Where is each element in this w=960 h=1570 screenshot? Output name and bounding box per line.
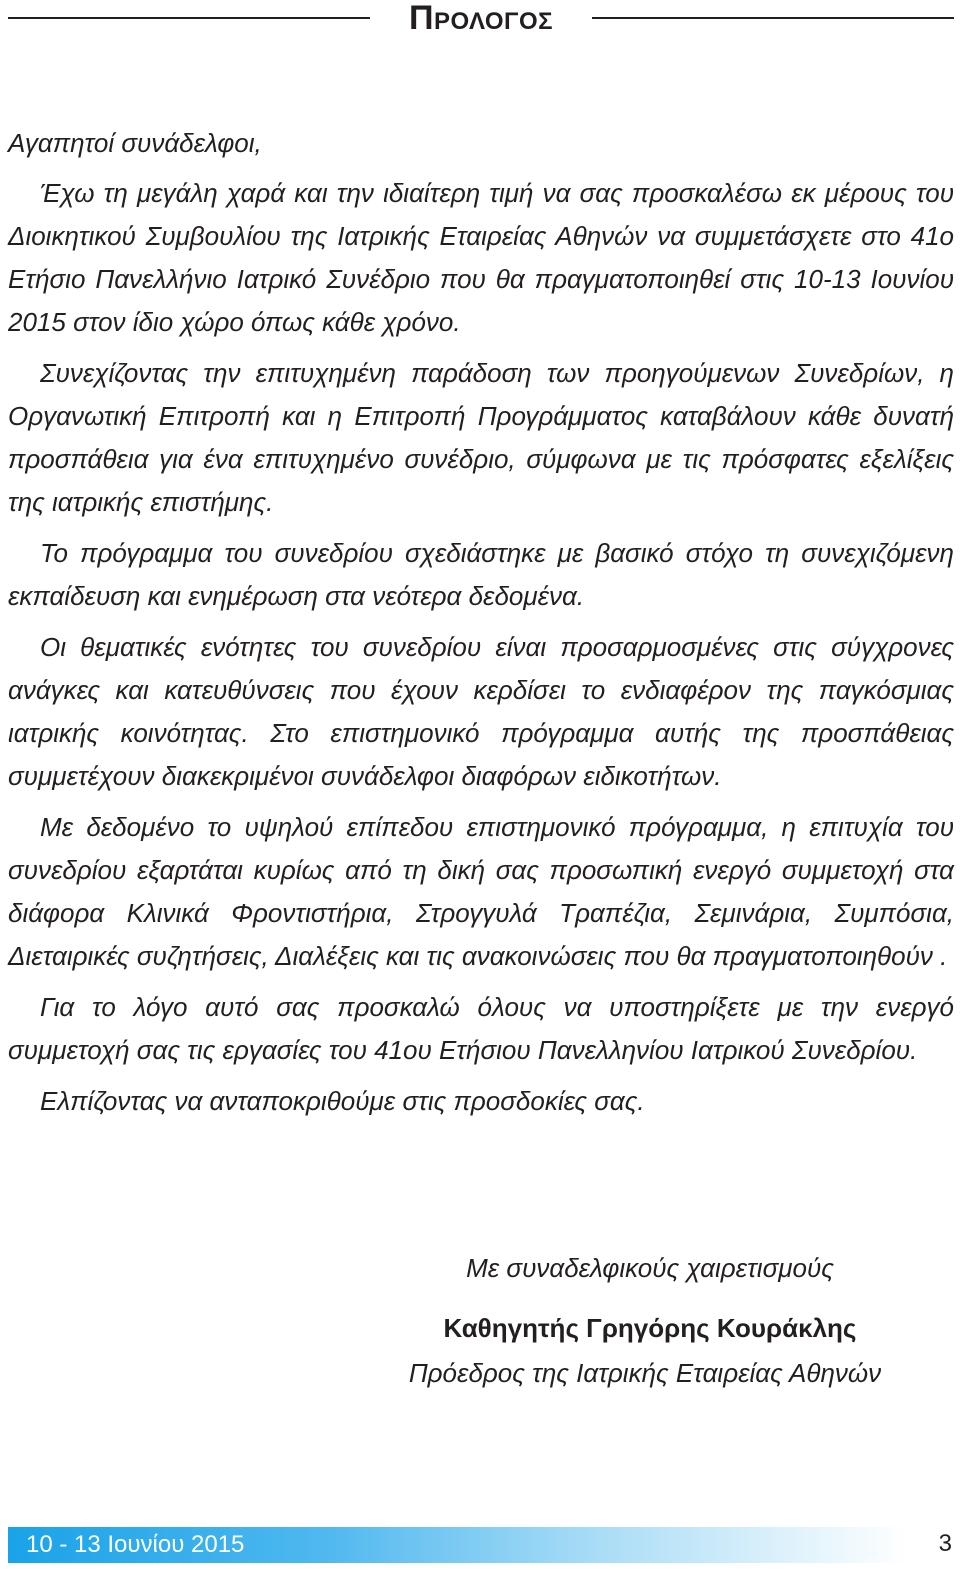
page-number: 3	[938, 1530, 952, 1557]
letter-body	[8, 122, 954, 1123]
page-header	[0, 0, 960, 40]
footer-date: 10 - 13 Ιουνίου 2015	[26, 1531, 245, 1558]
signature-closing: Με συναδελφικούς χαιρετισμούς	[466, 1253, 834, 1283]
header-rule-left	[8, 17, 370, 19]
header-rule-right	[592, 17, 954, 19]
letter-greeting: Αγαπητοί συνάδελφοι,	[8, 128, 262, 158]
letter-paragraph: Για το λόγο αυτό σας προσκαλώ όλους να υποστηρίξετε με την ενεργό συμμετοχή σας τις εργασίες του 41ου Ετήσιου Πανελληνίου Ιατρικού Συνεδρίου.	[8, 992, 954, 1065]
letter-paragraph: Με δεδομένο το υψηλού επίπεδου επιστημονικό πρόγραμμα, η επιτυχία του συνεδρίου εξαρτάται κυρίως από τη δική σας προσωπική ενεργό συμμετοχή στα διάφορα Κλινικά Φροντιστήρια, Στρογγυλά Τραπέζια, Σεμινάρια, Συμπόσια, Διεταιρικές συζητήσεις, Διαλέξεις και τις ανακοινώσεις που θα πραγματοποιηθούν .	[8, 812, 954, 971]
letter-paragraph: Το πρόγραμμα του συνεδρίου σχεδιάστηκε με βασικό στόχο τη συνεχιζόμενη εκπαίδευση και ενημέρωση στα νεότερα δεδομένα.	[8, 538, 954, 611]
letter-paragraph: Συνεχίζοντας την επιτυχημένη παράδοση των προηγούμενων Συνεδρίων, η Οργανωτική Επιτροπή και η Επιτροπή Προγράμματος καταβάλουν κάθε δυνατή προσπάθεια για ένα επιτυχημένο συνέδριο, σύμφωνα με τις πρόσφατες εξελίξεις της ιατρικής επιστήμης.	[8, 358, 954, 517]
letter-paragraph: Οι θεματικές ενότητες του συνεδρίου είναι προσαρμοσμένες στις σύγχρονες ανάγκες και κατευθύνσεις που έχουν κερδίσει το ενδιαφέρον της παγκόσμιας ιατρικής κοινότητας. Στο επιστημονικό πρόγραμμα αυτής της προσπάθειας συμμετέχουν διακεκριμένοι συνάδελφοι διαφόρων ειδικοτήτων.	[8, 632, 954, 791]
page-title: Προλογος	[408, 0, 554, 37]
signature-block	[300, 1245, 960, 1395]
signature-role: Πρόεδρος της Ιατρικής Εταιρείας Αθηνών	[408, 1358, 882, 1388]
letter-paragraph: Έχω τη μεγάλη χαρά και την ιδιαίτερη τιμή να σας προσκαλέσω εκ μέρους του Διοικητικού Συμβουλίου της Ιατρικής Εταιρείας Αθηνών να συμμετάσχετε στο 41ο Ετήσιο Πανελλήνιο Ιατρικό Συνέδριο που θα πραγματοποιηθεί στις 10-13 Ιουνίου 2015 στον ίδιο χώρο όπως κάθε χρόνο.	[8, 178, 954, 337]
letter-paragraph: Ελπίζοντας να ανταποκριθούμε στις προσδοκίες σας.	[40, 1086, 645, 1116]
signature-name: Καθηγητής Γρηγόρης Κουράκλης	[443, 1313, 857, 1343]
